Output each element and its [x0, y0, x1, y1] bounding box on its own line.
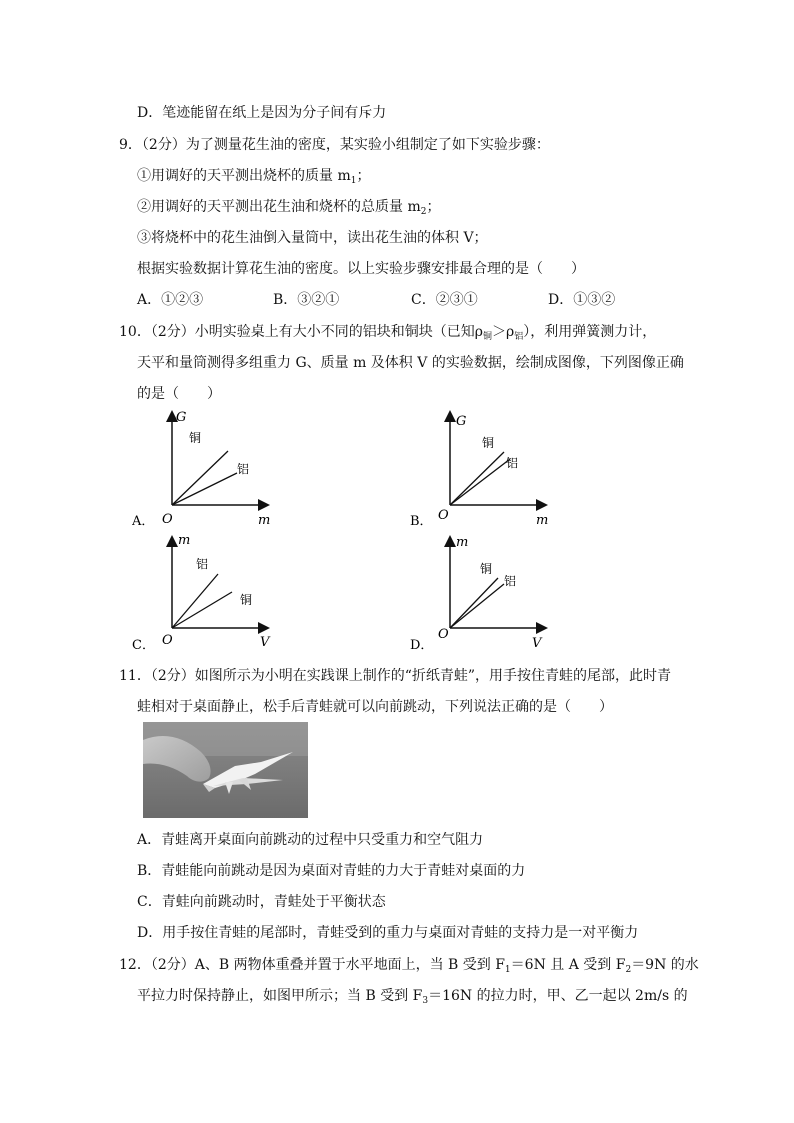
- paper-frog-image: [143, 722, 308, 818]
- origin-label: O: [438, 627, 449, 642]
- lower-line-label: 铝: [504, 574, 517, 588]
- q11-option-b: B．青蛙能向前跳动是因为桌面对青蛙的力大于青蛙对桌面的力: [137, 863, 526, 879]
- lower-line-label: 铝: [506, 456, 519, 470]
- q9-step-3: ③将烧杯中的花生油倒入量筒中，读出花生油的体积 V；: [137, 230, 488, 246]
- q10-graph-b: [410, 405, 560, 530]
- upper-line-label: 铜: [482, 436, 495, 450]
- upper-line-label: 铜: [480, 562, 493, 576]
- q9-option-c: C．②③①: [411, 292, 478, 308]
- q10-graph-c: [132, 530, 282, 655]
- lower-line: [172, 473, 237, 505]
- upper-line: [450, 578, 498, 628]
- q9-step-2: ②用调好的天平测出花生油和烧杯的总质量 $m_2$；: [137, 199, 441, 217]
- q10-graph-d: [410, 530, 560, 655]
- q10-stem-line-2: 天平和量筒测得多组重力 G、质量 m 及体积 V 的实验数据，绘制成图像，下列图像正确: [137, 355, 684, 371]
- q8-option-d: D．笔迹能留在纸上是因为分子间有斥力: [137, 105, 387, 121]
- lower-line: [450, 584, 504, 628]
- q9-stem: 9．（2分）为了测量花生油的密度，某实验小组制定了如下实验步骤：: [119, 137, 550, 153]
- q11-stem-line-1: 11．（2分）如图所示为小明在实践课上制作的“折纸青蛙”，用手按住青蛙的尾部，此时青: [119, 668, 672, 684]
- q10-stem-line-3: 的是（ ）: [137, 386, 221, 402]
- q11-stem-line-2: 蛙相对于桌面静止，松手后青蛙就可以向前跳动，下列说法正确的是（ ）: [137, 699, 613, 715]
- y-axis-label: G: [456, 414, 467, 429]
- lower-line-label: 铜: [240, 593, 253, 607]
- upper-line: [172, 574, 218, 628]
- upper-line-label: 铜: [189, 431, 202, 445]
- origin-label: O: [162, 512, 173, 527]
- q12-stem-line-1: 12．（2分）A、B 两物体重叠并置于水平地面上，当 B 受到 $F_1=6N$ 且 A 受到 $F_2=9N$ 的水: [119, 957, 699, 975]
- lower-line: [172, 592, 232, 628]
- q12-stem-line-2: 平拉力时保持静止，如图甲所示；当 B 受到 $F_3=16N$ 的拉力时，甲、乙一起以 2m/s 的: [137, 988, 688, 1006]
- y-axis-label: m: [178, 533, 191, 548]
- x-axis-label: V: [260, 635, 270, 650]
- option-letter: B．: [410, 514, 433, 529]
- origin-label: O: [162, 633, 173, 648]
- q10-graph-a: [132, 405, 282, 530]
- option-letter: D．: [410, 638, 434, 653]
- lower-line-label: 铝: [237, 462, 250, 476]
- q11-option-d: D．用手按住青蛙的尾部时，青蛙受到的重力与桌面对青蛙的支持力是一对平衡力: [137, 925, 639, 941]
- q10-stem-line-1: 10．（2分）小明实验桌上有大小不同的铝块和铜块（已知$\rho_铜>\rho_铝$），利用弹簧测力计，: [119, 324, 657, 342]
- q9-question: 根据实验数据计算花生油的密度。以上实验步骤安排最合理的是（ ）: [137, 261, 585, 277]
- x-axis-label: V: [532, 636, 542, 651]
- q11-option-c: C．青蛙向前跳动时，青蛙处于平衡状态: [137, 894, 386, 910]
- option-letter: C．: [132, 638, 155, 653]
- upper-line: [450, 452, 504, 505]
- q9-option-b: B．③②①: [273, 292, 340, 308]
- x-axis-label: m: [536, 513, 549, 528]
- lower-line: [450, 459, 510, 505]
- paper-frog-photo: [143, 722, 308, 818]
- q9-step-1: ①用调好的天平测出烧杯的质量 $m_1$；: [137, 168, 371, 186]
- x-axis-label: m: [258, 513, 271, 528]
- q9-option-a: A．①②③: [137, 292, 204, 308]
- q9-option-d: D．①③②: [548, 292, 616, 308]
- option-letter: A．: [132, 514, 155, 529]
- upper-line: [172, 451, 228, 505]
- y-axis-label: G: [176, 410, 187, 425]
- upper-line-label: 铝: [196, 557, 209, 571]
- q11-option-a: A．青蛙离开桌面向前跳动的过程中只受重力和空气阻力: [137, 832, 484, 848]
- origin-label: O: [438, 508, 449, 523]
- y-axis-label: m: [456, 535, 469, 550]
